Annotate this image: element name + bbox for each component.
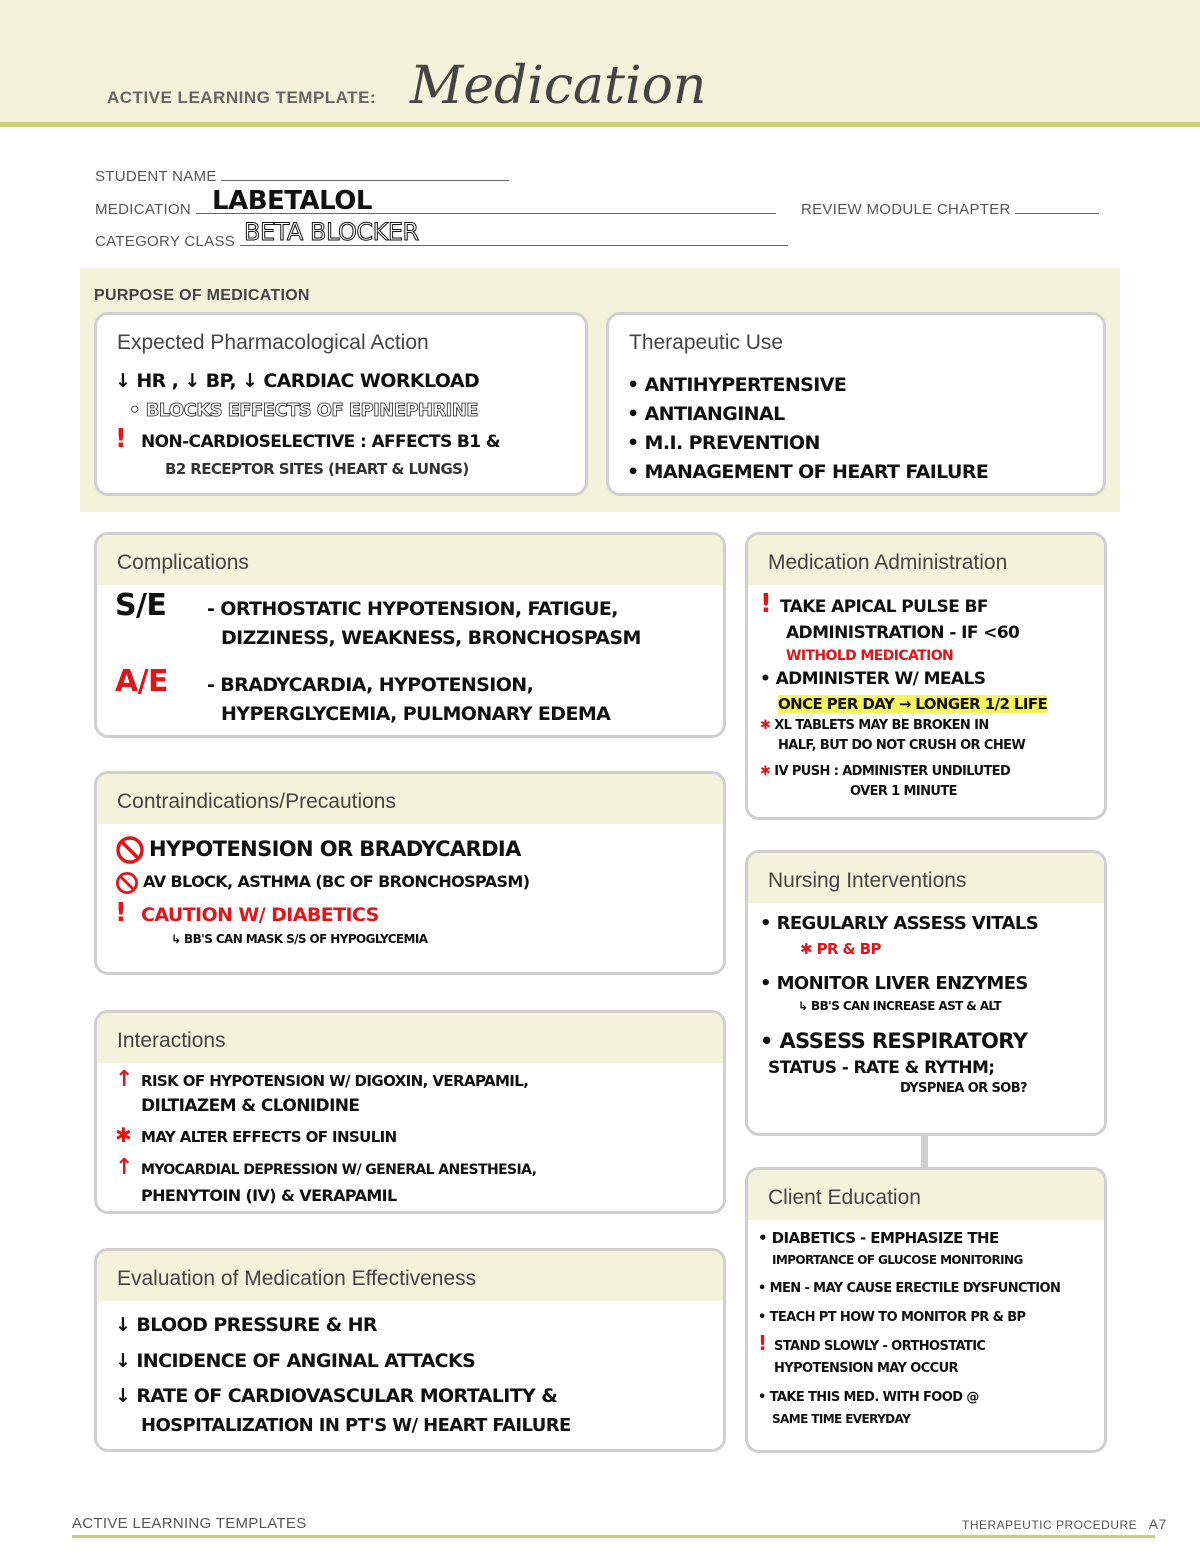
nursing-line-7: DYSPNEA OR SOB? — [900, 1081, 1027, 1096]
exclamation-icon: ! — [115, 424, 127, 454]
admin-line-8: IV PUSH : ADMINISTER UNDILUTED — [774, 764, 1011, 779]
template-label: ACTIVE LEARNING TEMPLATE: — [107, 88, 377, 107]
prohibited-icon — [115, 871, 139, 895]
asterisk-icon: ✱ — [760, 764, 775, 779]
interactions-title: Interactions — [97, 1013, 723, 1063]
contraindications-title: Contraindications/Precautions — [97, 774, 723, 824]
contra-line-1: HYPOTENSION OR BRADYCARDIA — [149, 837, 521, 861]
purpose-label: PURPOSE OF MEDICATION — [94, 287, 310, 304]
admin-line-6: XL TABLETS MAY BE BROKEN IN — [774, 718, 989, 733]
admin-line-1: TAKE APICAL PULSE BF — [780, 597, 988, 617]
ae-label: A/E — [115, 664, 168, 699]
nursing-line-1: • REGULARLY ASSESS VITALS — [760, 913, 1039, 934]
se-label: S/E — [115, 588, 167, 623]
asterisk-icon: ✱ — [760, 718, 775, 733]
contraindications-card — [94, 771, 726, 975]
therapeutic-use-title: Therapeutic Use — [609, 315, 1103, 359]
med-administration-card — [745, 532, 1107, 820]
evaluation-line-4: HOSPITALIZATION IN PT'S W/ HEART FAILURE — [141, 1415, 571, 1436]
pharm-action-card — [94, 312, 588, 496]
education-line-1: • DIABETICS - EMPHASIZE THE — [758, 1229, 999, 1247]
admin-line-4: • ADMINISTER W/ MEALS — [760, 669, 986, 689]
review-module-line — [1015, 199, 1099, 214]
education-line-2: IMPORTANCE OF GLUCOSE MONITORING — [772, 1253, 1023, 1267]
client-education-card — [745, 1167, 1107, 1453]
prohibited-icon — [115, 835, 145, 865]
nursing-line-6: STATUS - RATE & RYTHM; — [768, 1058, 995, 1078]
nursing-interventions-title: Nursing Interventions — [748, 853, 1104, 903]
admin-line-7: HALF, BUT DO NOT CRUSH OR CHEW — [778, 738, 1026, 753]
education-line-6: HYPOTENSION MAY OCCUR — [774, 1361, 958, 1376]
evaluation-line-2: ↓ INCIDENCE OF ANGINAL ATTACKS — [115, 1350, 476, 1372]
evaluation-card — [94, 1248, 726, 1452]
pharm-line-1: ↓ HR , ↓ BP, ↓ CARDIAC WORKLOAD — [115, 370, 480, 392]
exclamation-icon: ! — [115, 898, 127, 928]
admin-line-2: ADMINISTRATION - IF <60 — [786, 623, 1020, 643]
interaction-line-2: DILTIAZEM & CLONIDINE — [141, 1096, 360, 1116]
med-administration-title: Medication Administration — [748, 535, 1104, 585]
education-line-3: • MEN - MAY CAUSE ERECTILE DYSFUNCTION — [758, 1281, 1061, 1296]
education-line-4: • TEACH PT HOW TO MONITOR PR & BP — [758, 1310, 1026, 1325]
se-line-2: DIZZINESS, WEAKNESS, BRONCHOSPASM — [221, 627, 641, 649]
interaction-line-3: MAY ALTER EFFECTS OF INSULIN — [141, 1128, 397, 1146]
up-arrow-icon: ↑ — [115, 1067, 133, 1092]
education-line-7: • TAKE THIS MED. WITH FOOD @ — [758, 1390, 979, 1405]
therapeutic-line-2: • ANTIANGINAL — [627, 403, 785, 425]
medication-value: LABETALOL — [212, 186, 372, 216]
pharm-action-title: Expected Pharmacological Action — [97, 315, 585, 359]
review-module-field[interactable] — [801, 199, 1099, 218]
evaluation-line-3: ↓ RATE OF CARDIOVASCULAR MORTALITY & — [115, 1385, 558, 1407]
pharm-line-3: NON-CARDIOSELECTIVE : AFFECTS B1 & — [141, 432, 501, 452]
contra-line-4: ↳ BB'S CAN MASK S/S OF HYPOGLYCEMIA — [171, 932, 428, 946]
therapeutic-line-1: • ANTIHYPERTENSIVE — [627, 374, 847, 396]
category-field[interactable] — [95, 231, 788, 250]
category-value: BETA BLOCKER — [244, 218, 419, 246]
footer-rule — [72, 1535, 1155, 1538]
nursing-line-3: • MONITOR LIVER ENZYMES — [760, 973, 1028, 994]
review-module-label: REVIEW MODULE CHAPTER — [801, 201, 1011, 218]
nursing-line-5: • ASSESS RESPIRATORY — [760, 1029, 1028, 1053]
therapeutic-line-4: • MANAGEMENT OF HEART FAILURE — [627, 461, 989, 483]
medication-field[interactable] — [95, 199, 776, 218]
page-number: A7 — [1148, 1516, 1167, 1532]
contra-line-2: AV BLOCK, ASTHMA (BC OF BRONCHOSPASM) — [143, 872, 530, 891]
page-title: Medication — [410, 56, 707, 116]
pharm-line-4: B2 RECEPTOR SITES (HEART & LUNGS) — [165, 460, 469, 478]
pharm-line-2: • BLOCKS EFFECTS OF EPINEPHRINE — [129, 400, 478, 421]
therapeutic-use-card — [606, 312, 1106, 496]
asterisk-icon: ✱ — [115, 1123, 132, 1147]
therapeutic-line-3: • M.I. PREVENTION — [627, 432, 820, 454]
admin-line-5: ONCE PER DAY → LONGER 1/2 LIFE — [778, 695, 1048, 713]
nursing-line-2: PR & BP — [816, 940, 881, 958]
education-line-8: SAME TIME EVERYDAY — [772, 1412, 911, 1426]
medication-label: MEDICATION — [95, 201, 192, 218]
category-label: CATEGORY CLASS — [95, 233, 236, 250]
up-arrow-icon: ↑ — [115, 1155, 133, 1180]
interaction-line-1: RISK OF HYPOTENSION W/ DIGOXIN, VERAPAMIL, — [141, 1072, 529, 1090]
exclamation-icon: ! — [760, 589, 772, 619]
admin-line-3: WITHOLD MEDICATION — [786, 648, 954, 664]
footer-right — [962, 1516, 1167, 1532]
complications-card — [94, 532, 726, 738]
exclamation-icon: ! — [758, 1331, 767, 1355]
client-education-title: Client Education — [748, 1170, 1104, 1220]
evaluation-title: Evaluation of Medication Effectiveness — [97, 1251, 723, 1301]
se-line-1: - ORTHOSTATIC HYPOTENSION, FATIGUE, — [207, 598, 618, 620]
evaluation-line-1: ↓ BLOOD PRESSURE & HR — [115, 1314, 377, 1336]
header-rule — [0, 122, 1200, 127]
nursing-interventions-card — [745, 850, 1107, 1136]
contra-line-3: CAUTION W/ DIABETICS — [141, 904, 379, 926]
nursing-line-4: ↳ BB'S CAN INCREASE AST & ALT — [798, 999, 1002, 1013]
interaction-line-5: PHENYTOIN (IV) & VERAPAMIL — [141, 1186, 397, 1205]
footer-right-label: THERAPEUTIC PROCEDURE — [962, 1518, 1138, 1532]
student-name-field[interactable] — [95, 166, 509, 185]
education-line-5: STAND SLOWLY - ORTHOSTATIC — [774, 1339, 986, 1354]
asterisk-icon: ✱ — [800, 940, 817, 958]
card-connector — [921, 1133, 928, 1167]
admin-line-9: OVER 1 MINUTE — [850, 784, 957, 799]
ae-line-2: HYPERGLYCEMIA, PULMONARY EDEMA — [221, 703, 611, 725]
student-name-line — [221, 166, 509, 181]
student-name-label: STUDENT NAME — [95, 168, 217, 185]
interaction-line-4: MYOCARDIAL DEPRESSION W/ GENERAL ANESTHESIA, — [141, 1162, 537, 1178]
ae-line-1: - BRADYCARDIA, HYPOTENSION, — [207, 674, 534, 696]
interactions-card — [94, 1010, 726, 1214]
complications-title: Complications — [97, 535, 723, 585]
footer-left: ACTIVE LEARNING TEMPLATES — [72, 1515, 307, 1532]
